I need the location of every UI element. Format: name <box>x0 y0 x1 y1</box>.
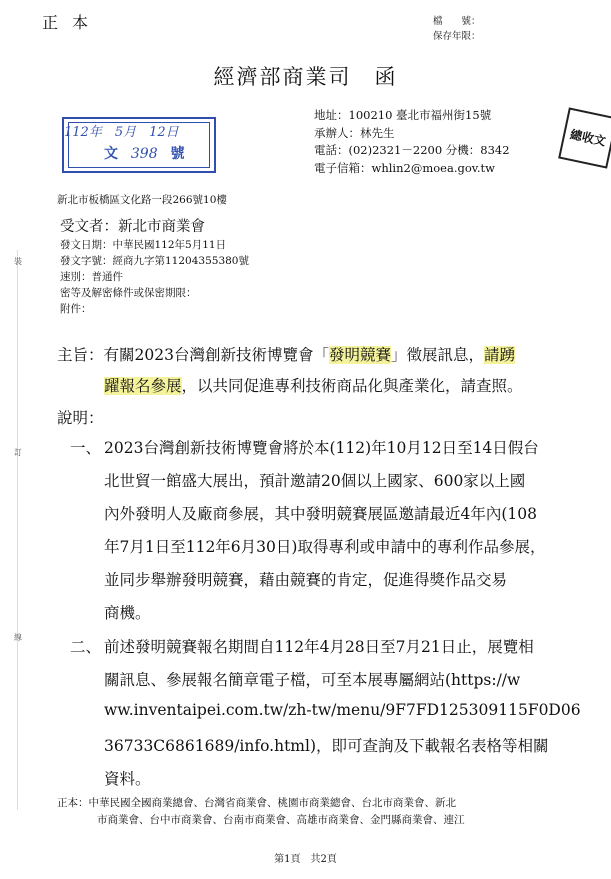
archive-number-label: 檔 號： <box>433 16 481 27</box>
recipient-address: 新北市板橋區文化路一段266號10樓 <box>57 194 227 206</box>
attachments: 附件： <box>60 303 92 315</box>
explain-label: 說明： <box>57 409 104 427</box>
sender-phone: 電話：(02)2321－2200 分機：8342 <box>314 143 510 157</box>
document-title: 經濟部商業司 函 <box>213 65 398 89</box>
margin-mark-staple: 訂 <box>14 448 22 457</box>
item-2-line-4: 36733C6861689/info.html)，即可查詢及下載報名表格等相關 <box>104 737 549 755</box>
subject-line-1 <box>57 343 515 365</box>
archive-labels <box>433 14 481 44</box>
item-1-line-5: 並同步舉辦發明競賽，藉由競賽的肯定，促進得獎作品交易 <box>104 571 508 589</box>
corner-stamp: 總收文 <box>558 107 611 168</box>
sender-address: 地址：100210 臺北市福州街15號 <box>314 108 492 122</box>
sender-contact: 承辦人：林先生 <box>314 125 395 140</box>
subject-part-2: 」徵展訊息， <box>390 346 484 364</box>
item-1-line-6: 商機。 <box>104 604 151 622</box>
subject-part-3: ，以共同促進專利技術商品化與產業化，請查照。 <box>181 377 523 395</box>
speed-class: 速別：普通件 <box>60 271 123 283</box>
recipient: 受文者：新北市商業會 <box>60 219 205 235</box>
margin-mark-line: 線 <box>14 633 22 642</box>
item-2-line-2: 關訊息、參展報名簡章電子檔，可至本展專屬網站(https://w <box>104 671 521 689</box>
sender-email: 電子信箱：whlin2@moea.gov.tw <box>314 160 496 175</box>
margin-mark-bind: 裝 <box>14 257 22 266</box>
page-footer: 第1頁 共2頁 <box>274 854 337 865</box>
binding-margin-line <box>17 250 18 810</box>
received-stamp <box>62 117 216 173</box>
item-1-line-4: 年7月1日至112年6月30日)取得專利或申請中的專利作品參展， <box>104 538 546 556</box>
item-1-marker: 一、 <box>70 439 102 457</box>
secrecy-class: 密等及解密條件或保密期限： <box>60 287 197 299</box>
item-1-line-1: 2023台灣創新技術博覽會將於本(112)年10月12日至14日假台 <box>104 439 539 457</box>
copy-mark: 正本 <box>42 13 103 32</box>
subject-line-2 <box>104 374 523 396</box>
item-1-line-3: 內外發明人及廠商參展，其中發明競賽展區邀請最近4年內(108 <box>104 505 537 523</box>
item-2-line-3: ww.inventaipei.com.tw/zh-tw/menu/9F7FD125309115F0D06 <box>104 701 581 719</box>
item-2-line-1: 前述發明競賽報名期間自112年4月28日至7月21日止，展覽相 <box>104 638 534 656</box>
document-meta <box>60 217 249 317</box>
cc-line-2: 市商業會、台中市商業會、台南市商業會、高雄市商業會、金門縣商業會、連江 <box>97 814 465 826</box>
subject-highlight-contest: 發明競賽 <box>328 346 391 364</box>
issue-date: 發文日期：中華民國112年5月11日 <box>60 239 227 251</box>
subject-label: 主旨： <box>57 346 104 364</box>
cc-line-1: 正本：中華民國全國商業總會、台灣省商業會、桃園市商業總會、台北市商業會、新北 <box>57 797 456 809</box>
item-1-line-2: 北世貿一館盛大展出，預計邀請20個以上國家、600家以上國 <box>104 472 526 490</box>
sender-info <box>314 107 510 177</box>
doc-number: 發文字號：經商九字第11204355380號 <box>60 255 249 267</box>
received-stamp-number-row <box>104 143 184 163</box>
subject-highlight-register-a: 請踴 <box>484 346 516 364</box>
retention-label: 保存年限： <box>433 31 481 42</box>
received-stamp-char: 文 <box>104 146 118 162</box>
received-stamp-date: 112年 5月 12日 <box>64 125 179 140</box>
cc-list <box>57 795 465 829</box>
subject-part-1: 有關2023台灣創新技術博覽會「 <box>103 346 329 364</box>
item-2-line-5: 資料。 <box>104 770 151 788</box>
received-stamp-number: 398 <box>130 146 158 162</box>
received-stamp-suffix: 號 <box>170 146 185 162</box>
subject-highlight-register-b: 躍報名參展 <box>104 377 182 395</box>
item-2-marker: 二、 <box>70 638 102 656</box>
